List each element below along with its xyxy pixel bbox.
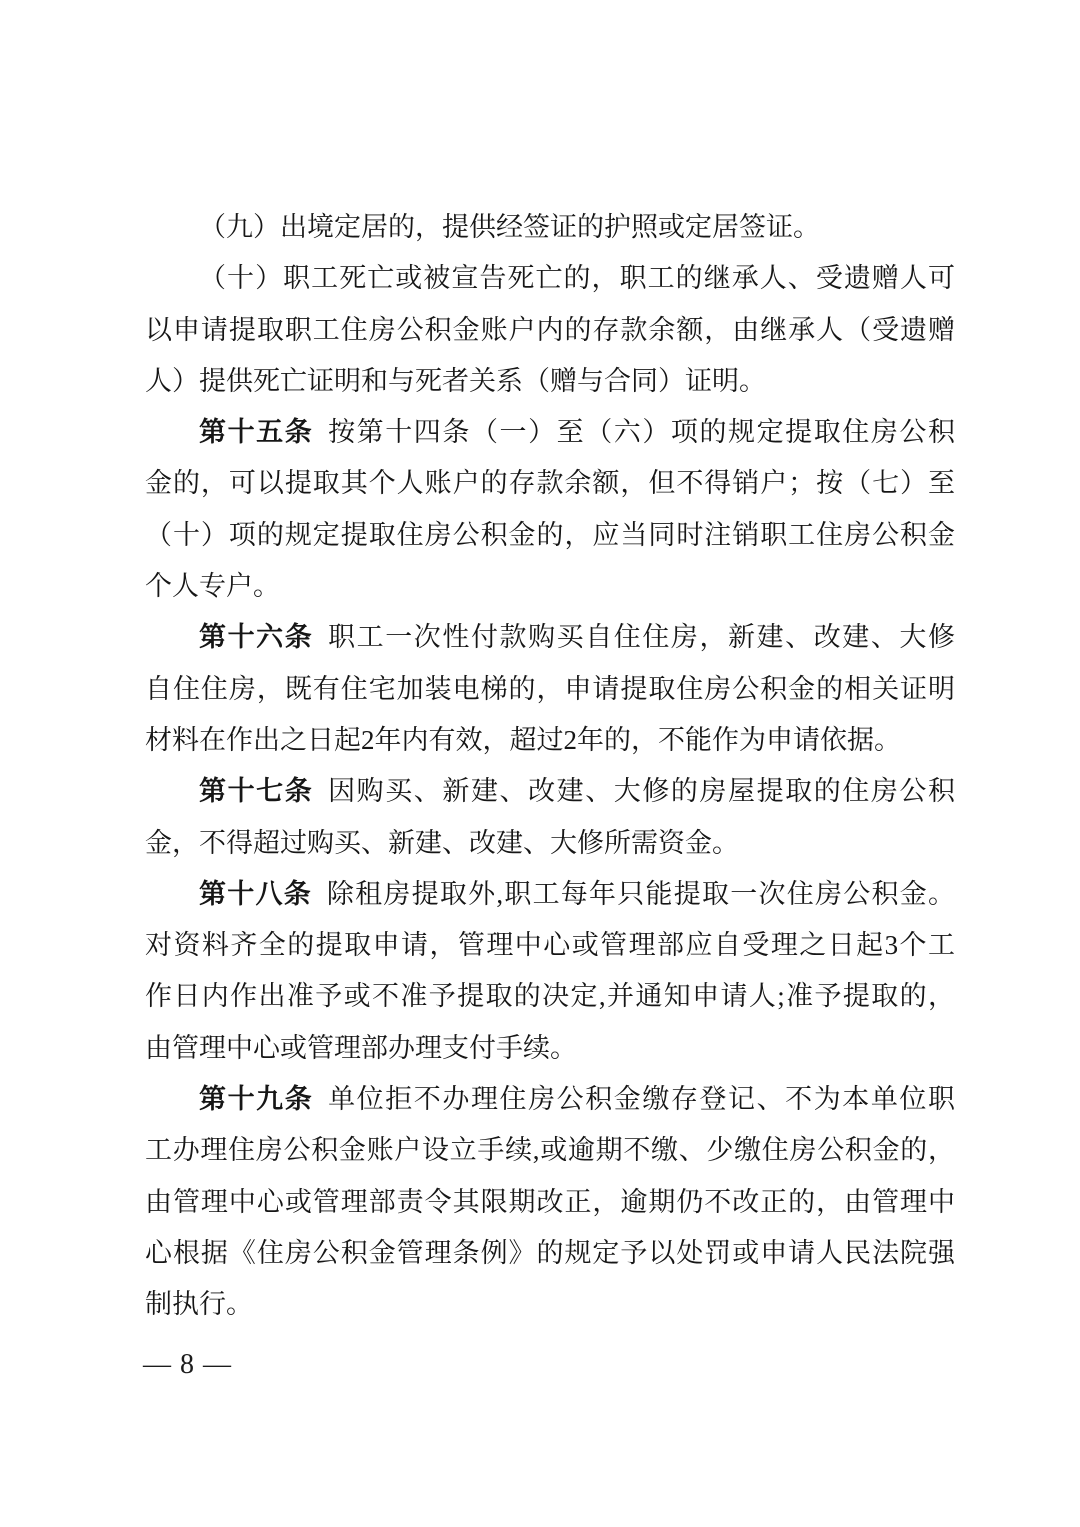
document-body [145,202,955,1331]
text-line: 材料在作出之日起2年内有效，超过2年的，不能作为申请依据。 [145,724,901,755]
article-text: 因购买、新建、改建、大修的房屋提取的住房公积 [328,776,955,807]
text-line: （九）出境定居的，提供经签证的护照或定居签证。 [199,212,820,242]
text-line: 由管理中心或管理部责令其限期改正，逾期仍不改正的，由管理中 [145,1186,955,1217]
text-line [145,612,955,663]
article-number: 第十八条 [199,878,312,909]
text-line: 自住住房，既有住宅加装电梯的，申请提取住房公积金的相关证明 [145,673,955,704]
page-number: — 8 — [143,1349,232,1380]
text-line: 以申请提取职工住房公积金账户内的存款余额，由继承人（受遗赠 [145,314,955,345]
text-line: 对资料齐全的提取申请，管理中心或管理部应自受理之日起3个工 [145,930,955,961]
text-line: 金的，可以提取其个人账户的存款余额，但不得销户；按（七）至 [145,468,955,499]
article-text: 职工一次性付款购买自住住房，新建、改建、大修 [328,622,955,653]
text-line: （十）职工死亡或被宣告死亡的，职工的继承人、受遗赠人可 [199,263,955,294]
text-line [145,766,955,817]
paragraph-article-18 [145,869,955,1074]
text-line: 心根据《住房公积金管理条例》的规定予以处罚或申请人民法院强 [145,1237,955,1268]
article-number: 第十九条 [199,1084,314,1115]
paragraph-article-16 [145,612,955,766]
text-line: 个人专户。 [145,571,280,602]
text-line: 工办理住房公积金账户设立手续,或逾期不缴、少缴住房公积金的， [145,1135,955,1166]
paragraph-article-17 [145,766,955,869]
text-line [145,407,955,458]
text-line: 由管理中心或管理部办理支付手续。 [145,1032,577,1063]
article-number: 第十七条 [199,776,314,807]
paragraph-clause-9 [145,202,955,253]
article-text: 单位拒不办理住房公积金缴存登记、不为本单位职 [328,1084,955,1115]
article-text: 按第十四条（一）至（六）项的规定提取住房公积 [328,417,955,448]
text-line: 金，不得超过购买、新建、改建、大修所需资金。 [145,827,739,858]
paragraph-clause-10 [145,253,955,407]
text-line: （十）项的规定提取住房公积金的，应当同时注销职工住房公积金 [145,519,955,550]
text-line: 作日内作出准予或不准予提取的决定,并通知申请人;准予提取的， [145,981,955,1012]
text-line [145,869,955,920]
article-text: 除租房提取外,职工每年只能提取一次住房公积金。 [326,878,955,909]
article-number: 第十六条 [199,622,314,653]
text-line: 人）提供死亡证明和与死者关系（赠与合同）证明。 [145,365,766,396]
text-line: 制执行。 [145,1289,253,1320]
paragraph-article-15 [145,407,955,612]
text-line [145,1074,955,1125]
article-number: 第十五条 [199,417,314,448]
paragraph-article-19 [145,1074,955,1330]
